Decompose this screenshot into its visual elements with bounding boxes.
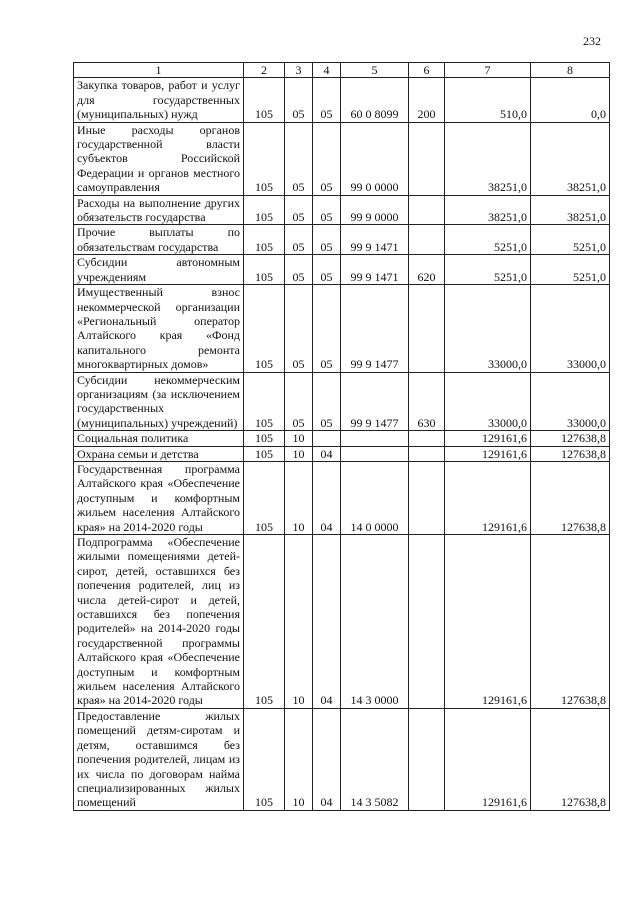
table-row xyxy=(74,535,610,709)
row-subsection xyxy=(313,431,341,446)
table-row xyxy=(74,225,610,255)
row-section: 10 xyxy=(285,446,313,461)
table-row xyxy=(74,708,610,810)
row-target-article: 99 9 0000 xyxy=(341,195,409,225)
row-subsection: 05 xyxy=(313,195,341,225)
row-name: Иные расходы органов государственной власти субъектов Российской Федерации и органов местного самоуправления xyxy=(74,122,244,195)
row-amount-col8: 5251,0 xyxy=(531,255,610,285)
row-amount-col7: 38251,0 xyxy=(445,195,531,225)
row-target-article: 99 9 1471 xyxy=(341,255,409,285)
header-col-1: 1 xyxy=(74,63,244,78)
row-section: 05 xyxy=(285,195,313,225)
row-expense-type xyxy=(409,461,445,534)
header-col-8: 8 xyxy=(531,63,610,78)
header-col-3: 3 xyxy=(285,63,313,78)
row-section: 10 xyxy=(285,535,313,709)
row-amount-col7: 129161,6 xyxy=(445,708,531,810)
row-target-article xyxy=(341,431,409,446)
row-section: 05 xyxy=(285,78,313,122)
row-admin-code: 105 xyxy=(244,225,285,255)
row-subsection: 05 xyxy=(313,285,341,372)
row-subsection: 04 xyxy=(313,446,341,461)
row-name: Расходы на выполнение других обязательств государства xyxy=(74,195,244,225)
row-expense-type xyxy=(409,122,445,195)
row-amount-col7: 33000,0 xyxy=(445,285,531,372)
row-amount-col7: 129161,6 xyxy=(445,535,531,709)
row-name: Имущественный взнос некоммерческой организации «Региональный оператор Алтайского края «Фонд капитального ремонта многоквартирных домов» xyxy=(74,285,244,372)
row-name: Социальная политика xyxy=(74,431,244,446)
row-expense-type: 200 xyxy=(409,78,445,122)
row-section: 05 xyxy=(285,372,313,431)
row-name: Прочие выплаты по обязательствам государства xyxy=(74,225,244,255)
row-amount-col8: 127638,8 xyxy=(531,461,610,534)
row-section: 10 xyxy=(285,431,313,446)
row-expense-type xyxy=(409,535,445,709)
row-amount-col8: 38251,0 xyxy=(531,195,610,225)
header-col-5: 5 xyxy=(341,63,409,78)
row-expense-type xyxy=(409,431,445,446)
page-number: 232 xyxy=(583,34,601,48)
row-amount-col8: 33000,0 xyxy=(531,285,610,372)
row-amount-col7: 5251,0 xyxy=(445,255,531,285)
row-admin-code: 105 xyxy=(244,461,285,534)
row-name: Предоставление жилых помещений детям-сиротам и детям, оставшимся без попечения родителей, лицам из их числа по договорам найма специализированных жилых помещений xyxy=(74,708,244,810)
row-amount-col8: 33000,0 xyxy=(531,372,610,431)
table-row xyxy=(74,431,610,446)
row-amount-col7: 510,0 xyxy=(445,78,531,122)
row-amount-col7: 129161,6 xyxy=(445,431,531,446)
table-row xyxy=(74,122,610,195)
table-row xyxy=(74,446,610,461)
row-expense-type xyxy=(409,225,445,255)
table-header-row xyxy=(74,63,610,78)
row-expense-type xyxy=(409,446,445,461)
row-admin-code: 105 xyxy=(244,122,285,195)
row-expense-type xyxy=(409,285,445,372)
row-subsection: 05 xyxy=(313,122,341,195)
row-admin-code: 105 xyxy=(244,535,285,709)
row-subsection: 05 xyxy=(313,225,341,255)
row-name: Субсидии некоммерческим организациям (за исключением государственных (муниципальных) учреждений) xyxy=(74,372,244,431)
table-row xyxy=(74,255,610,285)
row-target-article: 99 0 0000 xyxy=(341,122,409,195)
row-expense-type xyxy=(409,195,445,225)
header-col-2: 2 xyxy=(244,63,285,78)
row-target-article: 99 9 1477 xyxy=(341,285,409,372)
table-row xyxy=(74,372,610,431)
header-col-7: 7 xyxy=(445,63,531,78)
row-amount-col8: 127638,8 xyxy=(531,708,610,810)
table-row xyxy=(74,195,610,225)
row-section: 05 xyxy=(285,285,313,372)
row-subsection: 04 xyxy=(313,461,341,534)
row-amount-col7: 33000,0 xyxy=(445,372,531,431)
row-subsection: 05 xyxy=(313,372,341,431)
row-target-article: 99 9 1477 xyxy=(341,372,409,431)
row-amount-col7: 129161,6 xyxy=(445,461,531,534)
row-admin-code: 105 xyxy=(244,372,285,431)
row-admin-code: 105 xyxy=(244,708,285,810)
row-amount-col8: 38251,0 xyxy=(531,122,610,195)
row-expense-type: 620 xyxy=(409,255,445,285)
row-name: Закупка товаров, работ и услуг для государственных (муниципальных) нужд xyxy=(74,78,244,122)
row-subsection: 05 xyxy=(313,78,341,122)
row-admin-code: 105 xyxy=(244,78,285,122)
row-section: 10 xyxy=(285,461,313,534)
row-name: Подпрограмма «Обеспечение жилыми помещениями детей-сирот, детей, оставшихся без попечения родителей, лиц из числа детей-сирот и детей, оставшихся без попечения родителей» на 2014-2020 годы государственной программы Алтайского края «Обеспечение доступным и комфортным жильем населения Алтайского края» на 2014-2020 годы xyxy=(74,535,244,709)
table-row xyxy=(74,78,610,122)
row-name: Охрана семьи и детства xyxy=(74,446,244,461)
row-amount-col8: 127638,8 xyxy=(531,535,610,709)
row-admin-code: 105 xyxy=(244,446,285,461)
table-row xyxy=(74,461,610,534)
row-amount-col8: 127638,8 xyxy=(531,446,610,461)
header-col-4: 4 xyxy=(313,63,341,78)
row-target-article: 60 0 8099 xyxy=(341,78,409,122)
row-section: 05 xyxy=(285,225,313,255)
row-target-article xyxy=(341,446,409,461)
row-section: 05 xyxy=(285,255,313,285)
row-name: Государственная программа Алтайского края «Обеспечение доступным и комфортным жильем населения Алтайского края» на 2014-2020 годы xyxy=(74,461,244,534)
row-target-article: 14 3 5082 xyxy=(341,708,409,810)
row-amount-col8: 5251,0 xyxy=(531,225,610,255)
row-amount-col7: 129161,6 xyxy=(445,446,531,461)
row-expense-type: 630 xyxy=(409,372,445,431)
row-subsection: 05 xyxy=(313,255,341,285)
row-expense-type xyxy=(409,708,445,810)
row-amount-col8: 0,0 xyxy=(531,78,610,122)
row-section: 10 xyxy=(285,708,313,810)
row-section: 05 xyxy=(285,122,313,195)
row-admin-code: 105 xyxy=(244,255,285,285)
header-col-6: 6 xyxy=(409,63,445,78)
table-row xyxy=(74,285,610,372)
row-target-article: 14 3 0000 xyxy=(341,535,409,709)
row-amount-col7: 5251,0 xyxy=(445,225,531,255)
row-subsection: 04 xyxy=(313,708,341,810)
row-target-article: 14 0 0000 xyxy=(341,461,409,534)
row-name: Субсидии автономным учреждениям xyxy=(74,255,244,285)
row-target-article: 99 9 1471 xyxy=(341,225,409,255)
row-amount-col7: 38251,0 xyxy=(445,122,531,195)
row-subsection: 04 xyxy=(313,535,341,709)
row-amount-col8: 127638,8 xyxy=(531,431,610,446)
row-admin-code: 105 xyxy=(244,431,285,446)
budget-table xyxy=(73,62,610,811)
row-admin-code: 105 xyxy=(244,195,285,225)
row-admin-code: 105 xyxy=(244,285,285,372)
